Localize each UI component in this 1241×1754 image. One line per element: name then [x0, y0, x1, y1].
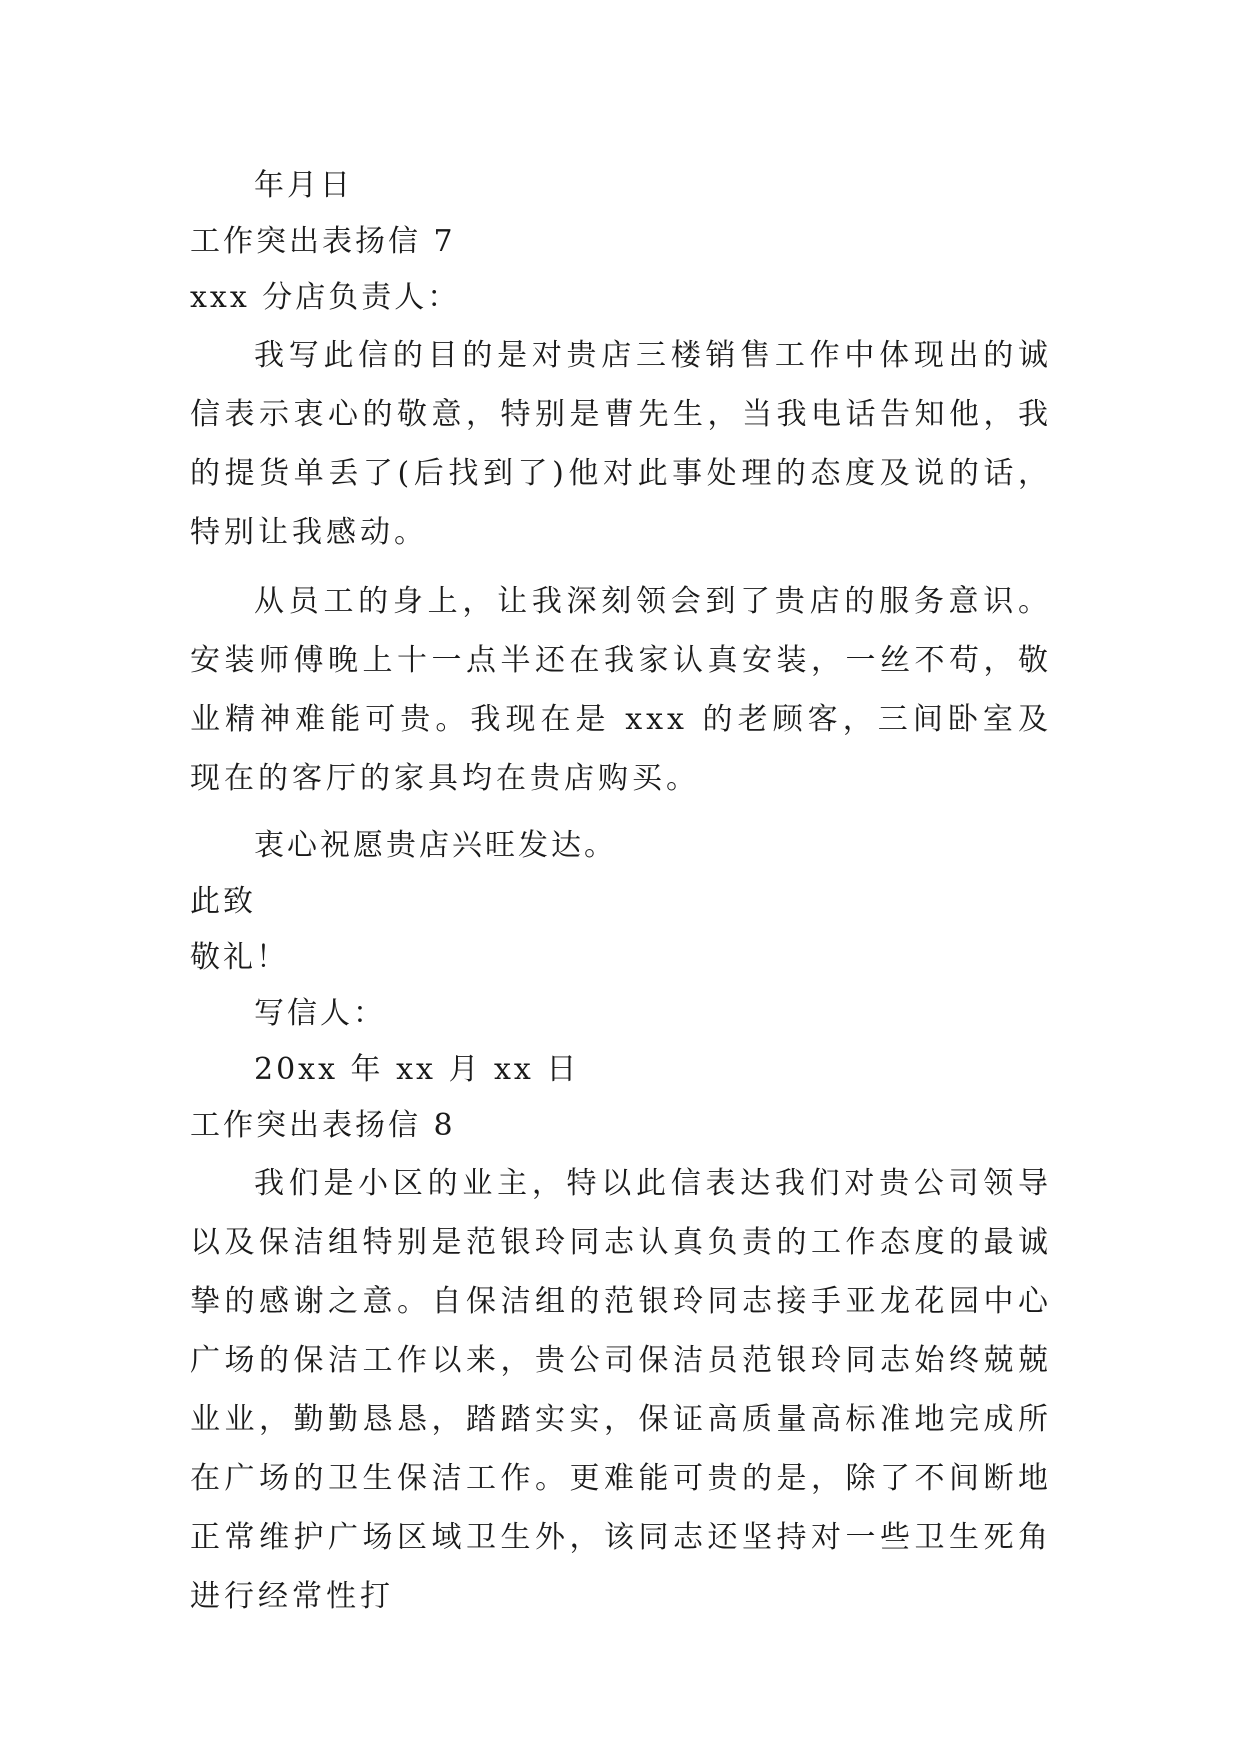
writer-line: 写信人：	[254, 996, 386, 1031]
date-line: 年月日	[254, 168, 353, 203]
closing-line-1: 此致	[190, 884, 256, 919]
paragraph-4: 我们是小区的业主，特以此信表达我们对贵公司领导以及保洁组特别是范银玲同志认真负责的工作态度的最诚挚的感谢之意。自保洁组的范银玲同志接手亚龙花园中心广场的保洁工作以来，贵公司保洁员范银玲同志始终兢兢业业，勤勤恳恳，踏踏实实，保证高质量高标准地完成所在广场的卫生保洁工作。更难能可贵的是，除了不间断地正常维护广场区域卫生外，该同志还坚持对一些卫生死角进行经常性打	[190, 1166, 1052, 1614]
letter-8-title: 工作突出表扬信 8	[190, 1108, 456, 1143]
paragraph-1: 我写此信的目的是对贵店三楼销售工作中体现出的诚信表示衷心的敬意，特别是曹先生，当我电话告知他，我的提货单丢了(后找到了)他对此事处理的态度及说的话，特别让我感动。	[190, 338, 1052, 550]
signature-date: 20xx 年 xx 月 xx 日	[254, 1052, 580, 1087]
closing-line-2: 敬礼！	[190, 940, 289, 975]
paragraph-3: 衷心祝愿贵店兴旺发达。	[254, 828, 617, 863]
paragraph-2: 从员工的身上，让我深刻领会到了贵店的服务意识。安装师傅晚上十一点半还在我家认真安装，一丝不苟，敬业精神难能可贵。我现在是 xxx 的老顾客，三间卧室及现在的客厅的家具均在贵店购买。	[190, 584, 1052, 796]
letter-7-title: 工作突出表扬信 7	[190, 224, 456, 259]
document-body	[190, 158, 1052, 1626]
addressee-line: xxx 分店负责人：	[190, 280, 461, 315]
